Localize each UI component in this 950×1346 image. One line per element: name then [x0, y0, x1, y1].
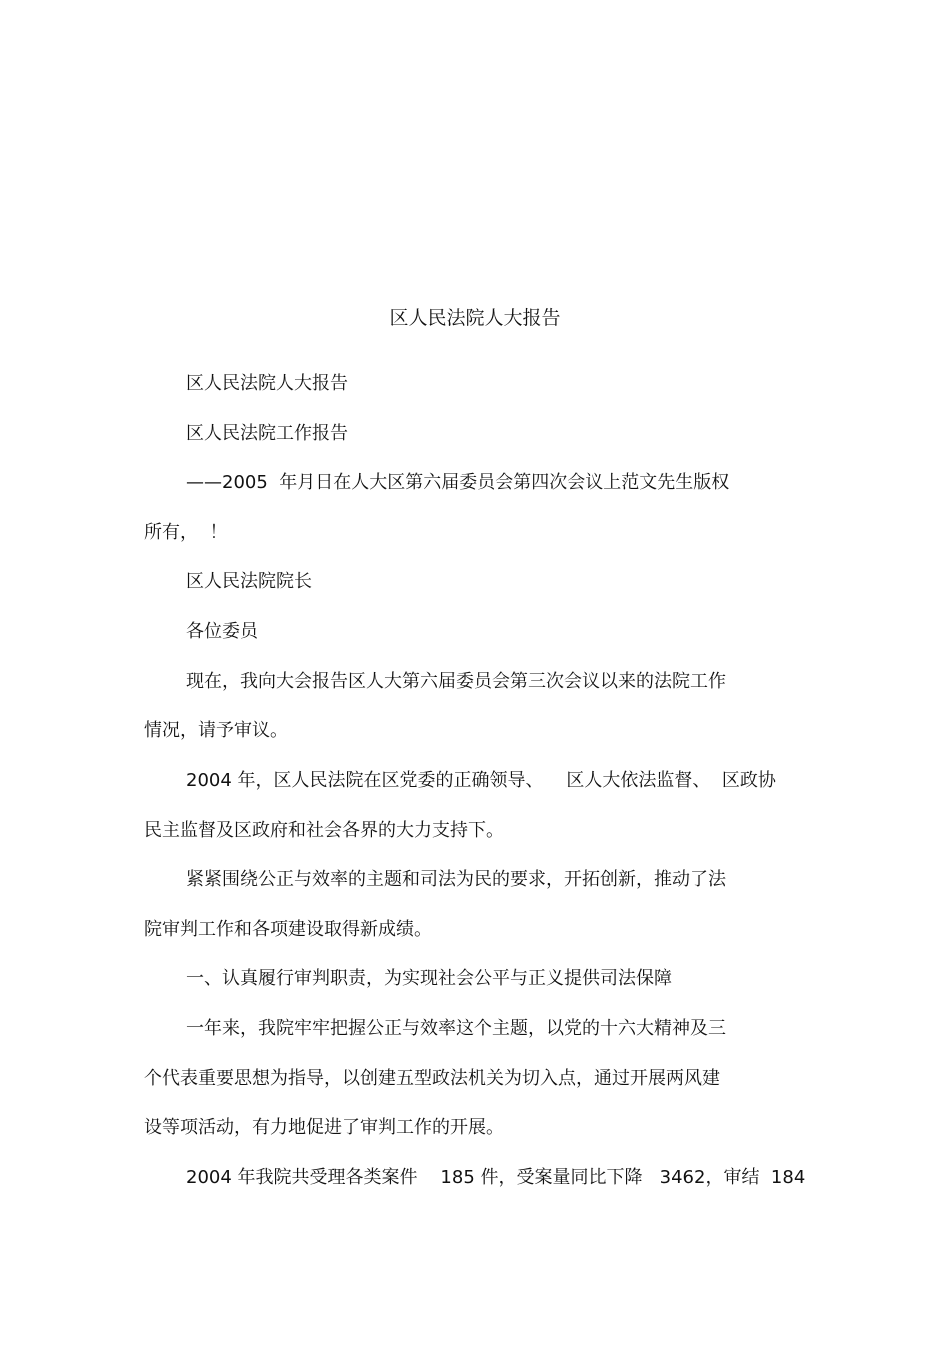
paragraph-line: 现在，我向大会报告区人大第六届委员会第三次会议以来的法院工作	[186, 671, 726, 692]
paragraph-line: 情况，请予审议。	[144, 720, 288, 741]
document-title: 区人民法院人大报告	[389, 307, 561, 329]
heading-line: 区人民法院人大报告	[186, 373, 348, 394]
paragraph-line: 一年来，我院牢牢把握公正与效率这个主题，以党的十六大精神及三	[186, 1018, 726, 1039]
paragraph-line: 2004 年，区人民法院在区党委的正确领导、 区人大依法监督、 区政协	[186, 770, 776, 791]
salutation-line: 各位委员	[186, 621, 258, 642]
paragraph-line: 院审判工作和各项建设取得新成绩。	[144, 919, 432, 940]
paragraph-line: 2004 年我院共受理各类案件 185 件，受案量同比下降 3462，审结 184	[186, 1167, 806, 1188]
meeting-line-cont: 所有， ！	[144, 522, 228, 543]
section-heading: 一、认真履行审判职责，为实现社会公平与正义提供司法保障	[186, 968, 672, 989]
paragraph-line: 民主监督及区政府和社会各界的大力支持下。	[144, 820, 504, 841]
paragraph-line: 个代表重要思想为指导，以创建五型政法机关为切入点，通过开展两风建	[144, 1068, 720, 1089]
meeting-line: ——2005 年月日在人大区第六届委员会第四次会议上范文先生版权	[186, 472, 730, 493]
subheading-line: 区人民法院工作报告	[186, 423, 348, 444]
paragraph-line: 紧紧围绕公正与效率的主题和司法为民的要求，开拓创新，推动了法	[186, 869, 726, 890]
paragraph-line: 设等项活动，有力地促进了审判工作的开展。	[144, 1117, 504, 1138]
author-line: 区人民法院院长	[186, 571, 312, 592]
